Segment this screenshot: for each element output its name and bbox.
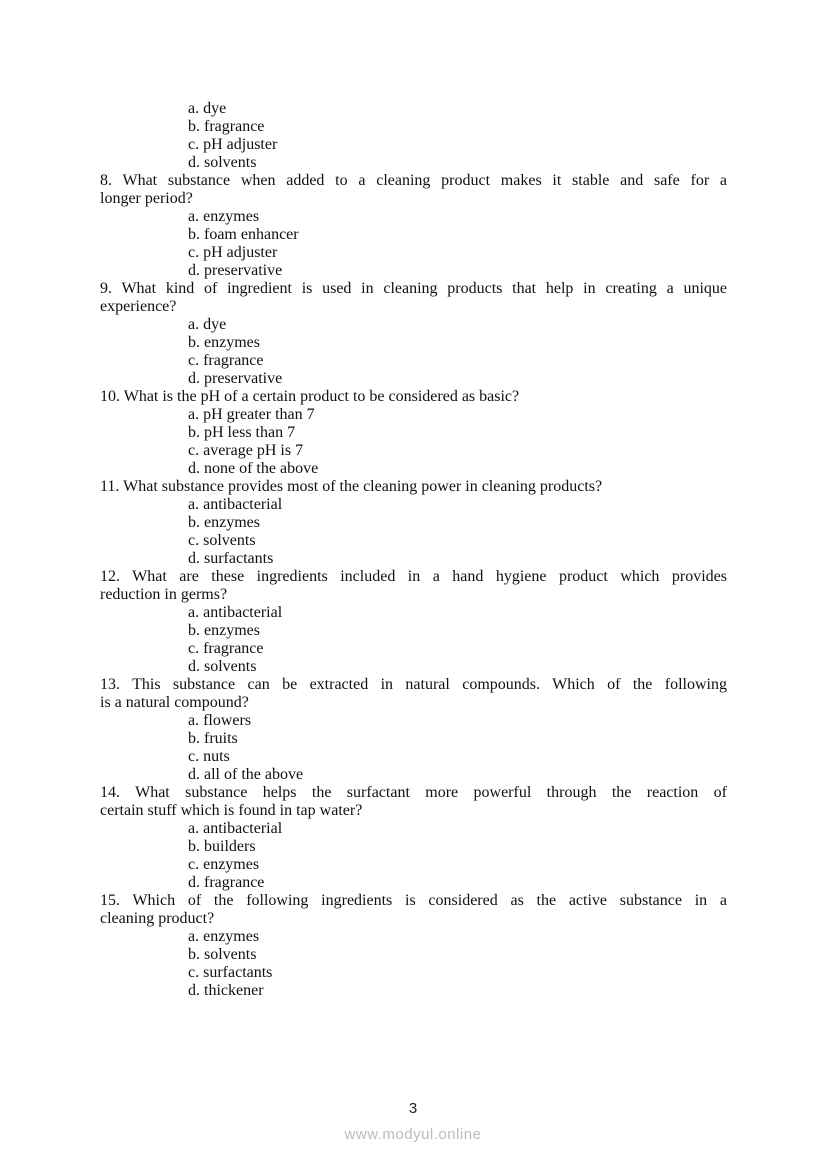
question-block (100, 784, 727, 892)
answer-option: d. all of the above (188, 766, 304, 783)
answer-option: b. enzymes (188, 334, 260, 351)
answer-option: a. enzymes (188, 928, 260, 945)
question-block (100, 388, 727, 478)
question-text: 11. What substance provides most of the cleaning power in cleaning products? (100, 478, 603, 495)
question-text: 10. What is the pH of a certain product to be considered as basic? (100, 388, 520, 405)
question-block (100, 568, 727, 676)
watermark: www.modyul.online (344, 1126, 482, 1143)
answer-option: b. foam enhancer (188, 226, 299, 243)
question-block (100, 478, 727, 568)
question-text: cleaning product? (100, 910, 215, 927)
answer-option: c. fragrance (188, 640, 264, 657)
answer-option: b. builders (188, 838, 256, 855)
question-text: 8. What substance when added to a cleaning product makes it stable and safe for a (100, 172, 727, 189)
answer-option: c. fragrance (188, 352, 264, 369)
answer-option: c. average pH is 7 (188, 442, 304, 459)
answer-option: a. flowers (188, 712, 252, 729)
answer-option: b. pH less than 7 (188, 424, 296, 441)
answer-option: c. pH adjuster (188, 244, 278, 261)
answer-option: a. antibacterial (188, 604, 283, 621)
answer-option: c. enzymes (188, 856, 260, 873)
answer-option: d. preservative (188, 262, 283, 279)
answer-option: a. antibacterial (188, 496, 283, 513)
question-text: 13. This substance can be extracted in natural compounds. Which of the following (100, 676, 727, 693)
question-text: 12. What are these ingredients included in a hand hygiene product which provides (100, 568, 727, 585)
question-text: 15. Which of the following ingredients is considered as the active substance in a (100, 892, 727, 909)
answer-option: c. nuts (188, 748, 230, 765)
answer-option: c. surfactants (188, 964, 273, 981)
question-block (100, 676, 727, 784)
answer-option: b. enzymes (188, 514, 260, 531)
answer-option: a. antibacterial (188, 820, 283, 837)
answer-option: d. solvents (188, 658, 257, 675)
question-text: is a natural compound? (100, 694, 249, 711)
question-text: experience? (100, 298, 177, 315)
answer-option: b. solvents (188, 946, 257, 963)
question-text: 14. What substance helps the surfactant more powerful through the reaction of (100, 784, 727, 801)
answer-option: c. pH adjuster (188, 136, 278, 153)
answer-option: d. solvents (188, 154, 257, 171)
answer-option: d. thickener (188, 982, 264, 999)
answer-option: d. none of the above (188, 460, 319, 477)
answer-option: b. fragrance (188, 118, 265, 135)
answer-option: d. fragrance (188, 874, 265, 891)
question-block (100, 892, 727, 1000)
quiz-content (100, 100, 727, 1000)
answer-option: a. pH greater than 7 (188, 406, 315, 423)
question-text: reduction in germs? (100, 586, 228, 603)
answer-option: c. solvents (188, 532, 256, 549)
answer-option: b. fruits (188, 730, 238, 747)
answer-option: a. dye (188, 100, 227, 117)
question-block (100, 172, 727, 280)
question-text: 9. What kind of ingredient is used in cleaning products that help in creating a unique (100, 280, 727, 297)
answer-option: a. enzymes (188, 208, 260, 225)
question-block (100, 280, 727, 388)
answer-option: b. enzymes (188, 622, 260, 639)
answer-option: d. surfactants (188, 550, 274, 567)
answer-option: d. preservative (188, 370, 283, 387)
question-text: longer period? (100, 190, 193, 207)
question-text: certain stuff which is found in tap water? (100, 802, 363, 819)
page-number: 3 (408, 1100, 418, 1117)
answer-option: a. dye (188, 316, 227, 333)
